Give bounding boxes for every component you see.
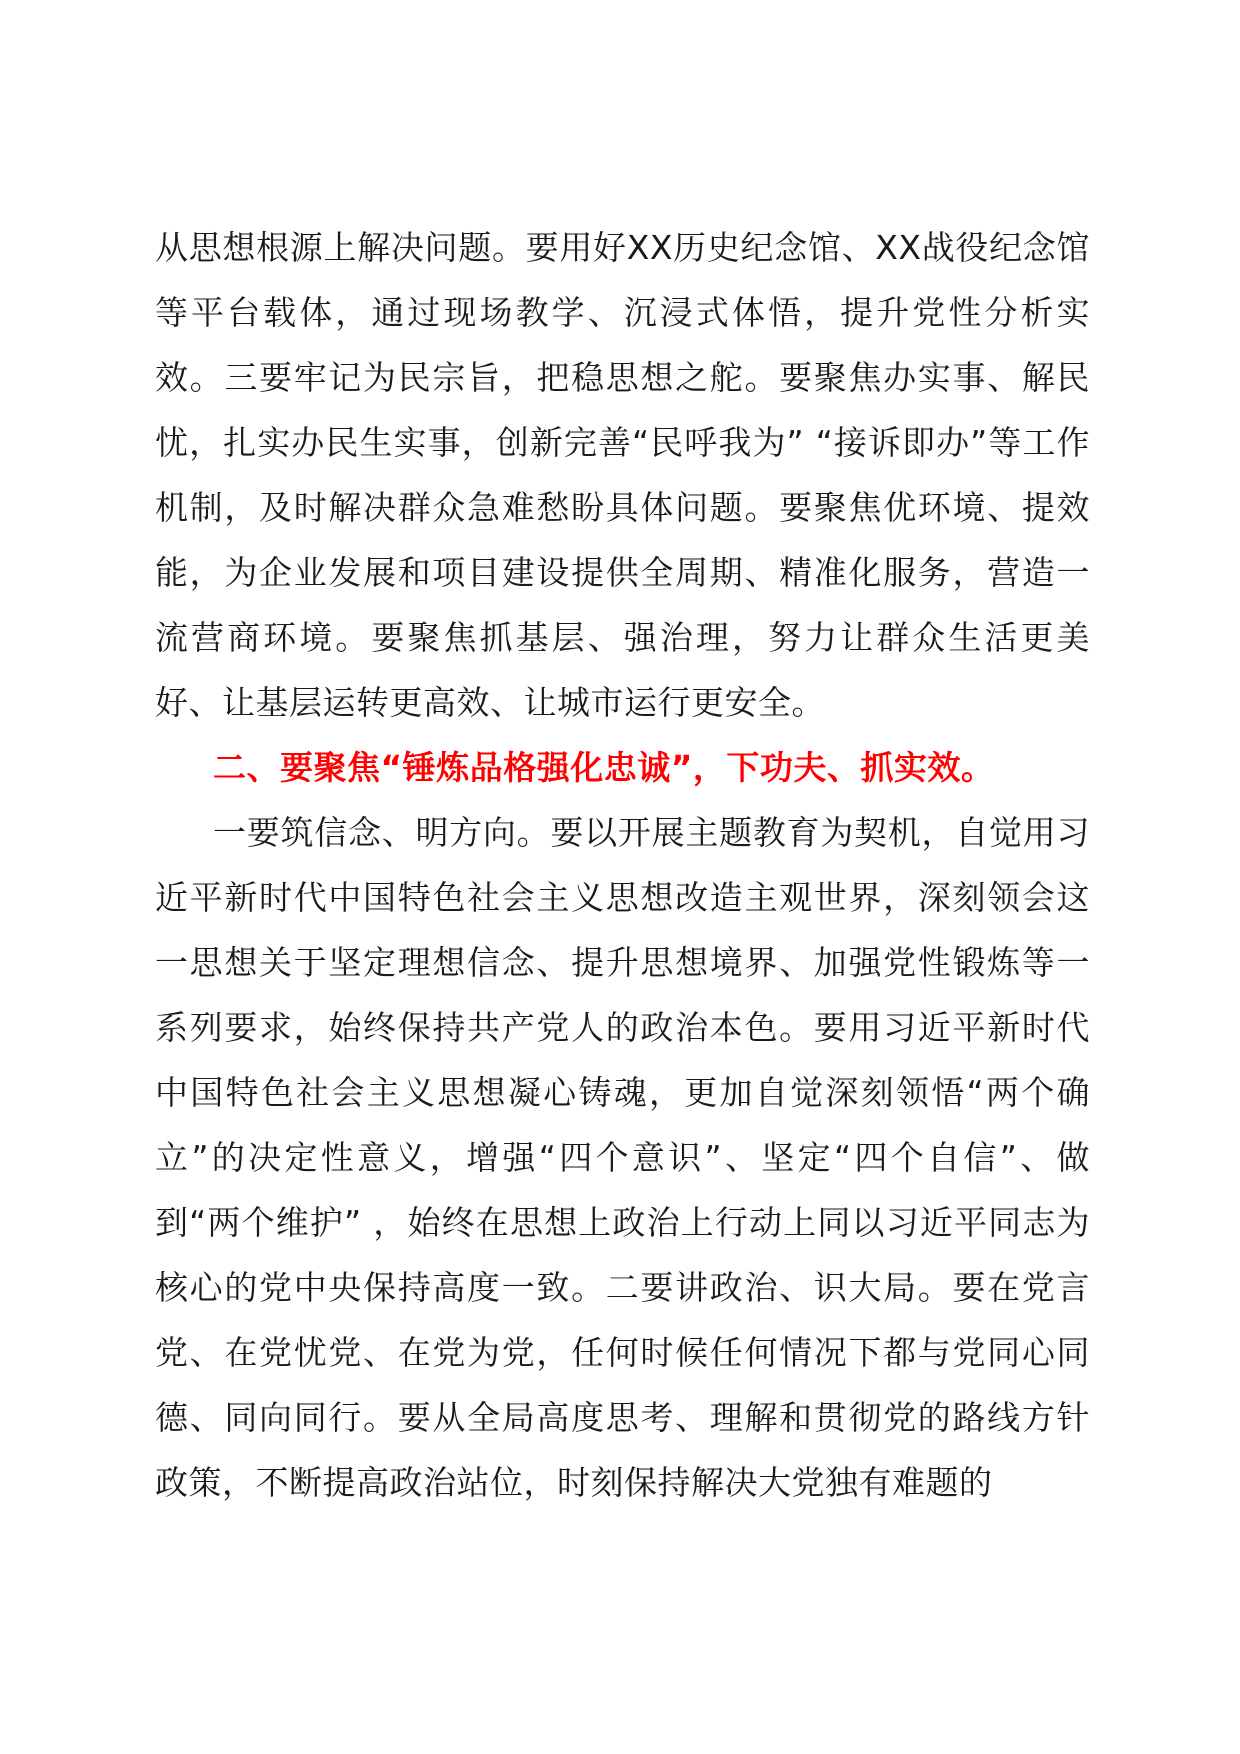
body-paragraph-continued: 从思想根源上解决问题。要用好XX历史纪念馆、XX战役纪念馆等平台载体，通过现场教学、沉浸式体悟，提升党性分析实效。三要牢记为民宗旨，把稳思想之舵。要聚焦办实事、解民忧，扎实办民生实事，创新完善“民呼我为” “接诉即办”等工作机制，及时解决群众急难愁盼具体问题。要聚焦优环境、提效能，为企业发展和项目建设提供全周期、精准化服务，营造一流营商环境。要聚焦抓基层、强治理，努力让群众生活更美好、让基层运转更高效、让城市运行更安全。 — [155, 228, 1090, 722]
document-body — [155, 215, 1090, 1515]
body-paragraph: 一要筑信念、明方向。要以开展主题教育为契机，自觉用习近平新时代中国特色社会主义思想改造主观世界，深刻领会这一思想关于坚定理想信念、提升思想境界、加强党性锻炼等一系列要求，始终保持共产党人的政治本色。要用习近平新时代中国特色社会主义思想凝心铸魂，更加自觉深刻领悟“两个确立”的决定性意义，增强“四个意识”、坚定“四个自信”、做到“两个维护” ，始终在思想上政治上行动上同以习近平同志为核心的党中央保持高度一致。二要讲政治、识大局。要在党言党、在党忧党、在党为党，任何时候任何情况下都与党同心同德、同向同行。要从全局高度思考、理解和贯彻党的路线方针政策，不断提高政治站位，时刻保持解决大党独有难题的 — [155, 813, 1090, 1502]
section-heading: 二、要聚焦“锤炼品格强化忠诚”，下功夫、抓实效。 — [213, 748, 995, 787]
